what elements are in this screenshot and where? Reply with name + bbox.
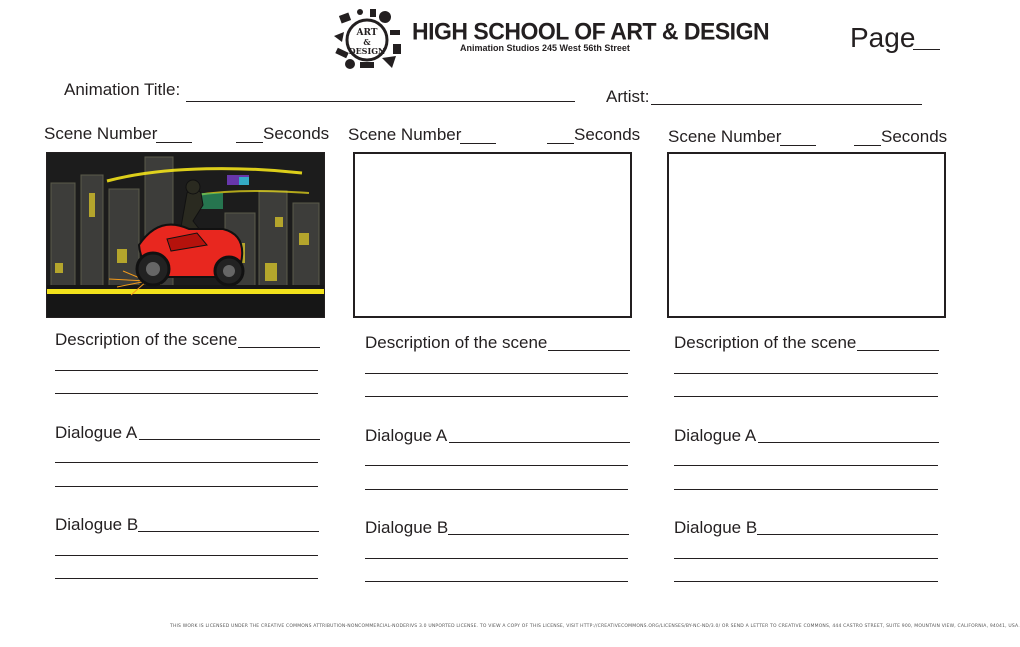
page-number-label: Page xyxy=(850,22,916,53)
description-line[interactable] xyxy=(55,393,318,394)
scene-number-label: Scene Number xyxy=(44,124,158,143)
page-number-field[interactable] xyxy=(913,49,940,50)
description-field[interactable] xyxy=(238,347,320,348)
dialogue-b-line[interactable] xyxy=(674,581,938,582)
dialogue-b-line[interactable] xyxy=(365,558,628,559)
seconds-label: Seconds xyxy=(881,127,948,146)
animation-title-label: Animation Title: xyxy=(64,80,181,99)
seconds-label: Seconds xyxy=(574,125,641,144)
artist-label: Artist: xyxy=(606,87,650,106)
description-field[interactable] xyxy=(548,350,630,351)
description-field[interactable] xyxy=(857,350,939,351)
scene-number-field[interactable] xyxy=(156,142,192,143)
license-footer: THIS WORK IS LICENSED UNDER THE CREATIVE COMMONS ATTRIBUTION-NONCOMMERCIAL-NODERIVS 3.0 UNPORTED LICENSE. TO VIEW A COPY OF THIS LICENSE, VISIT HTTP://CREATIVECOMMONS.ORG/LICENSES/BY-NC-ND/3.0/ OR SEND A LETTER TO CREATIVE COMMONS, 444 CASTRO STREET, SUITE 900, MOUNTAIN VIEW, CALIFORNIA, 94041, USA. xyxy=(170,624,1020,629)
description-label: Description of the scene xyxy=(55,330,238,349)
svg-text:DESIGN: DESIGN xyxy=(348,46,386,56)
school-name: HIGH SCHOOL OF ART & DESIGN xyxy=(412,17,770,45)
dialogue-a-line[interactable] xyxy=(365,489,628,490)
description-label: Description of the scene xyxy=(674,333,857,352)
scene-number-field[interactable] xyxy=(780,145,816,146)
storyboard-frame[interactable] xyxy=(353,152,632,318)
dialogue-b-label: Dialogue B xyxy=(365,518,449,537)
svg-text:&: & xyxy=(363,37,371,47)
dialogue-b-line[interactable] xyxy=(55,578,318,579)
scene-number-label: Scene Number xyxy=(668,127,782,146)
description-line[interactable] xyxy=(55,370,318,371)
dialogue-a-line[interactable] xyxy=(55,486,318,487)
description-label: Description of the scene xyxy=(365,333,548,352)
dialogue-a-label: Dialogue A xyxy=(674,426,757,445)
dialogue-b-line[interactable] xyxy=(55,555,318,556)
dialogue-a-label: Dialogue A xyxy=(55,423,138,442)
dialogue-a-line[interactable] xyxy=(674,465,938,466)
dialogue-b-field[interactable] xyxy=(757,534,938,535)
seconds-field[interactable] xyxy=(854,145,881,146)
dialogue-a-field[interactable] xyxy=(758,442,939,443)
school-logo xyxy=(330,8,404,72)
dialogue-b-field[interactable] xyxy=(448,534,629,535)
dialogue-b-label: Dialogue B xyxy=(55,515,139,534)
dialogue-b-label: Dialogue B xyxy=(674,518,758,537)
school-address: Animation Studios 245 West 56th Street xyxy=(460,43,630,53)
storyboard-frame[interactable] xyxy=(46,152,325,318)
description-line[interactable] xyxy=(365,396,628,397)
dialogue-a-field[interactable] xyxy=(449,442,630,443)
scene-number-label: Scene Number xyxy=(348,125,462,144)
seconds-field[interactable] xyxy=(236,142,263,143)
storyboard-frame[interactable] xyxy=(667,152,946,318)
motorcycle-rider-sketch xyxy=(47,153,324,317)
seconds-label: Seconds xyxy=(263,124,330,143)
dialogue-a-field[interactable] xyxy=(139,439,320,440)
dialogue-b-field[interactable] xyxy=(138,531,319,532)
animation-title-field[interactable] xyxy=(186,101,575,102)
description-line[interactable] xyxy=(674,373,938,374)
dialogue-a-label: Dialogue A xyxy=(365,426,448,445)
description-line[interactable] xyxy=(365,373,628,374)
dialogue-b-line[interactable] xyxy=(365,581,628,582)
svg-text:ART: ART xyxy=(356,28,378,38)
scene-number-field[interactable] xyxy=(460,143,496,144)
artist-field[interactable] xyxy=(651,104,922,105)
description-line[interactable] xyxy=(674,396,938,397)
dialogue-a-line[interactable] xyxy=(55,462,318,463)
seconds-field[interactable] xyxy=(547,143,574,144)
dialogue-a-line[interactable] xyxy=(674,489,938,490)
dialogue-a-line[interactable] xyxy=(365,465,628,466)
dialogue-b-line[interactable] xyxy=(674,558,938,559)
